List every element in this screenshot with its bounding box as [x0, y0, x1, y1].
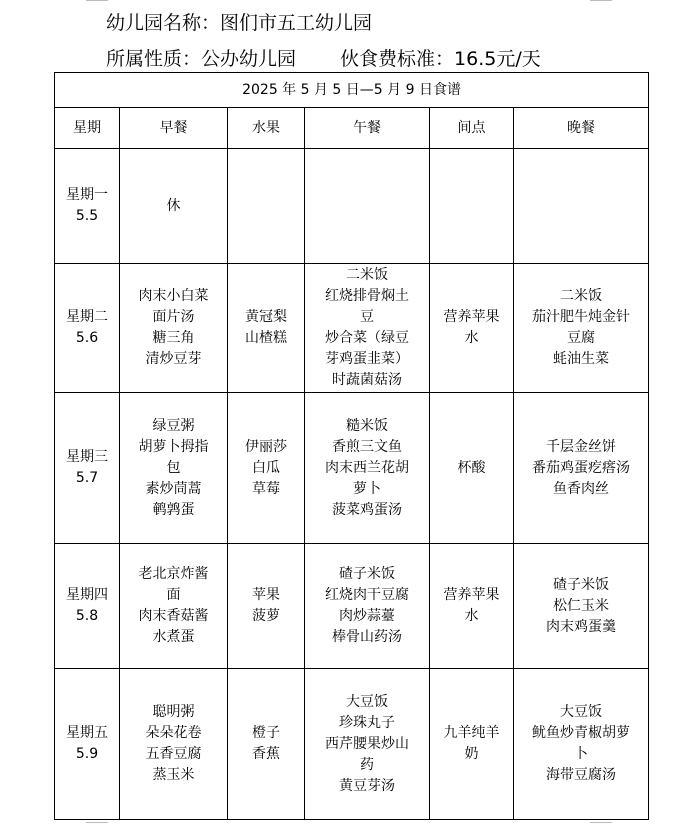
weekly-menu-table — [54, 72, 649, 820]
day-name: 星期四 — [66, 587, 108, 603]
breakfast-line: 五香豆腐 — [145, 746, 202, 762]
fruit-line: 橙子 — [252, 725, 280, 741]
table-row — [55, 264, 649, 393]
breakfast-line: 面片汤 — [152, 309, 195, 325]
breakfast-line: 鹌鹑蛋 — [152, 501, 195, 518]
lunch-line: 芽鸡蛋韭菜） — [325, 351, 409, 367]
day-date: 5.5 — [75, 208, 99, 224]
day-cell — [55, 149, 120, 264]
column-header-dinner: 晚餐 — [514, 108, 649, 149]
fee-value: 16.5元/天 — [454, 48, 541, 70]
lunch-line: 香煎三文鱼 — [332, 438, 402, 455]
snack-cell — [430, 264, 514, 393]
menu-title: 2025 年 5 月 5 日—5 月 9 日食谱 — [55, 73, 649, 108]
breakfast-line: 休 — [166, 197, 181, 214]
dinner-cell — [514, 264, 649, 393]
nature-label: 所属性质： — [106, 48, 202, 70]
lunch-line: 珍珠丸子 — [339, 714, 395, 731]
nature-value: 公办幼儿园 — [201, 48, 297, 70]
lunch-line: 红烧肉干豆腐 — [325, 587, 409, 603]
lunch-line: 二米饭 — [346, 267, 388, 283]
dinner-cell — [514, 149, 649, 264]
day-name: 星期五 — [66, 725, 108, 741]
table-row — [55, 149, 649, 264]
breakfast-line: 肉末香菇酱 — [138, 608, 209, 624]
dinner-line: 鱿鱼炒青椒胡萝 — [532, 725, 631, 741]
dinner-line: 海带豆腐汤 — [546, 767, 617, 783]
lunch-line: 西芹腰果炒山 — [325, 735, 409, 752]
breakfast-line: 糖三角 — [152, 330, 195, 346]
dinner-line: 二米饭 — [560, 288, 603, 304]
snack-line: 水 — [464, 608, 479, 624]
column-header-day: 星期 — [55, 108, 120, 149]
fruit-cell — [228, 149, 305, 264]
dinner-line: 茄汁肥牛炖金针 — [532, 309, 631, 325]
breakfast-cell — [120, 544, 228, 669]
dinner-cell — [514, 669, 649, 820]
dinner-line: 鱼香肉丝 — [553, 480, 610, 497]
lunch-line: 药 — [360, 756, 374, 773]
fruit-cell — [228, 264, 305, 393]
dinner-cell — [514, 393, 649, 544]
column-header-lunch: 午餐 — [305, 108, 430, 149]
kindergarten-line — [106, 8, 372, 35]
dinner-line: 千层金丝饼 — [546, 438, 617, 455]
dinner-line: 碴子米饭 — [553, 576, 610, 593]
snack-cell — [430, 149, 514, 264]
dinner-cell — [514, 544, 649, 669]
snack-line: 营养苹果 — [443, 309, 500, 325]
snack-line: 营养苹果 — [443, 587, 500, 603]
breakfast-cell — [120, 264, 228, 393]
breakfast-line: 素炒茼蒿 — [145, 480, 202, 497]
lunch-line: 豆 — [360, 309, 374, 325]
lunch-cell — [305, 393, 430, 544]
fruit-line: 伊丽莎 — [245, 438, 287, 455]
lunch-line: 棒骨山药汤 — [332, 629, 402, 645]
fruit-line: 香蕉 — [252, 746, 280, 762]
lunch-cell — [305, 149, 430, 264]
snack-cell — [430, 669, 514, 820]
breakfast-line: 绿豆粥 — [152, 417, 195, 434]
day-cell — [55, 393, 120, 544]
fruit-cell — [228, 669, 305, 820]
lunch-line: 碴子米饭 — [339, 566, 395, 582]
fruit-line: 黄冠梨 — [245, 309, 287, 325]
breakfast-line: 水煮蛋 — [152, 629, 195, 645]
lunch-line: 肉末西兰花胡 — [325, 459, 409, 476]
fee-label: 伙食费标准： — [340, 48, 455, 70]
lunch-line: 大豆饭 — [346, 693, 388, 710]
breakfast-line: 肉末小白菜 — [138, 288, 209, 304]
column-header-breakfast: 早餐 — [120, 108, 228, 149]
breakfast-cell — [120, 149, 228, 264]
breakfast-line: 胡萝卜拇指 — [138, 438, 209, 455]
breakfast-line: 面 — [166, 587, 181, 603]
breakfast-line: 清炒豆芽 — [145, 351, 202, 367]
dinner-line: 肉末鸡蛋羹 — [546, 618, 617, 635]
fruit-line: 苹果 — [252, 587, 280, 603]
day-cell — [55, 544, 120, 669]
column-header-fruit: 水果 — [228, 108, 305, 149]
kindergarten-name: 图们市五工幼儿园 — [220, 12, 373, 34]
lunch-line: 炒合菜（绿豆 — [325, 330, 409, 346]
fruit-line: 白瓜 — [252, 459, 280, 476]
breakfast-cell — [120, 669, 228, 820]
lunch-line: 红烧排骨焖土 — [325, 288, 409, 304]
table-row — [55, 669, 649, 820]
breakfast-line: 蒸玉米 — [152, 767, 195, 783]
breakfast-line: 朵朵花卷 — [145, 725, 202, 741]
day-date: 5.6 — [75, 330, 99, 346]
lunch-cell — [305, 544, 430, 669]
day-name: 星期一 — [66, 187, 108, 203]
snack-line: 九羊纯羊 — [443, 725, 500, 741]
lunch-cell — [305, 264, 430, 393]
day-date: 5.8 — [75, 608, 99, 624]
dinner-line: 卜 — [574, 746, 589, 762]
snack-line: 奶 — [464, 746, 479, 762]
table-row — [55, 544, 649, 669]
fruit-cell — [228, 393, 305, 544]
breakfast-line: 老北京炸酱 — [138, 566, 209, 582]
day-date: 5.9 — [75, 746, 99, 762]
day-date: 5.7 — [75, 470, 99, 486]
lunch-line: 黄豆芽汤 — [339, 777, 395, 794]
day-name: 星期二 — [66, 309, 108, 325]
lunch-line: 菠菜鸡蛋汤 — [332, 501, 402, 518]
dinner-line: 番茄鸡蛋疙瘩汤 — [532, 459, 631, 476]
lunch-line: 糙米饭 — [346, 417, 388, 434]
dinner-line: 大豆饭 — [560, 704, 603, 720]
snack-line: 杯酸 — [457, 459, 486, 476]
breakfast-cell — [120, 393, 228, 544]
snack-cell — [430, 393, 514, 544]
column-header-snack: 间点 — [430, 108, 514, 149]
dinner-line: 蚝油生菜 — [553, 351, 610, 367]
lunch-line: 肉炒蒜薹 — [339, 608, 395, 624]
fruit-cell — [228, 544, 305, 669]
breakfast-line: 包 — [166, 459, 181, 476]
snack-cell — [430, 544, 514, 669]
dinner-line: 松仁玉米 — [553, 597, 610, 614]
lunch-line: 萝卜 — [353, 480, 381, 497]
snack-line: 水 — [464, 330, 479, 346]
kindergarten-label: 幼儿园名称： — [106, 12, 221, 34]
day-cell — [55, 669, 120, 820]
fruit-line: 草莓 — [252, 480, 280, 497]
dinner-line: 豆腐 — [567, 330, 596, 346]
day-cell — [55, 264, 120, 393]
lunch-line: 时蔬菌菇汤 — [332, 372, 402, 388]
table-row — [55, 393, 649, 544]
breakfast-line: 聪明粥 — [152, 704, 195, 720]
info-line — [106, 44, 541, 71]
lunch-cell — [305, 669, 430, 820]
fruit-line: 菠萝 — [252, 608, 280, 624]
fruit-line: 山楂糕 — [245, 330, 287, 346]
day-name: 星期三 — [66, 449, 108, 465]
